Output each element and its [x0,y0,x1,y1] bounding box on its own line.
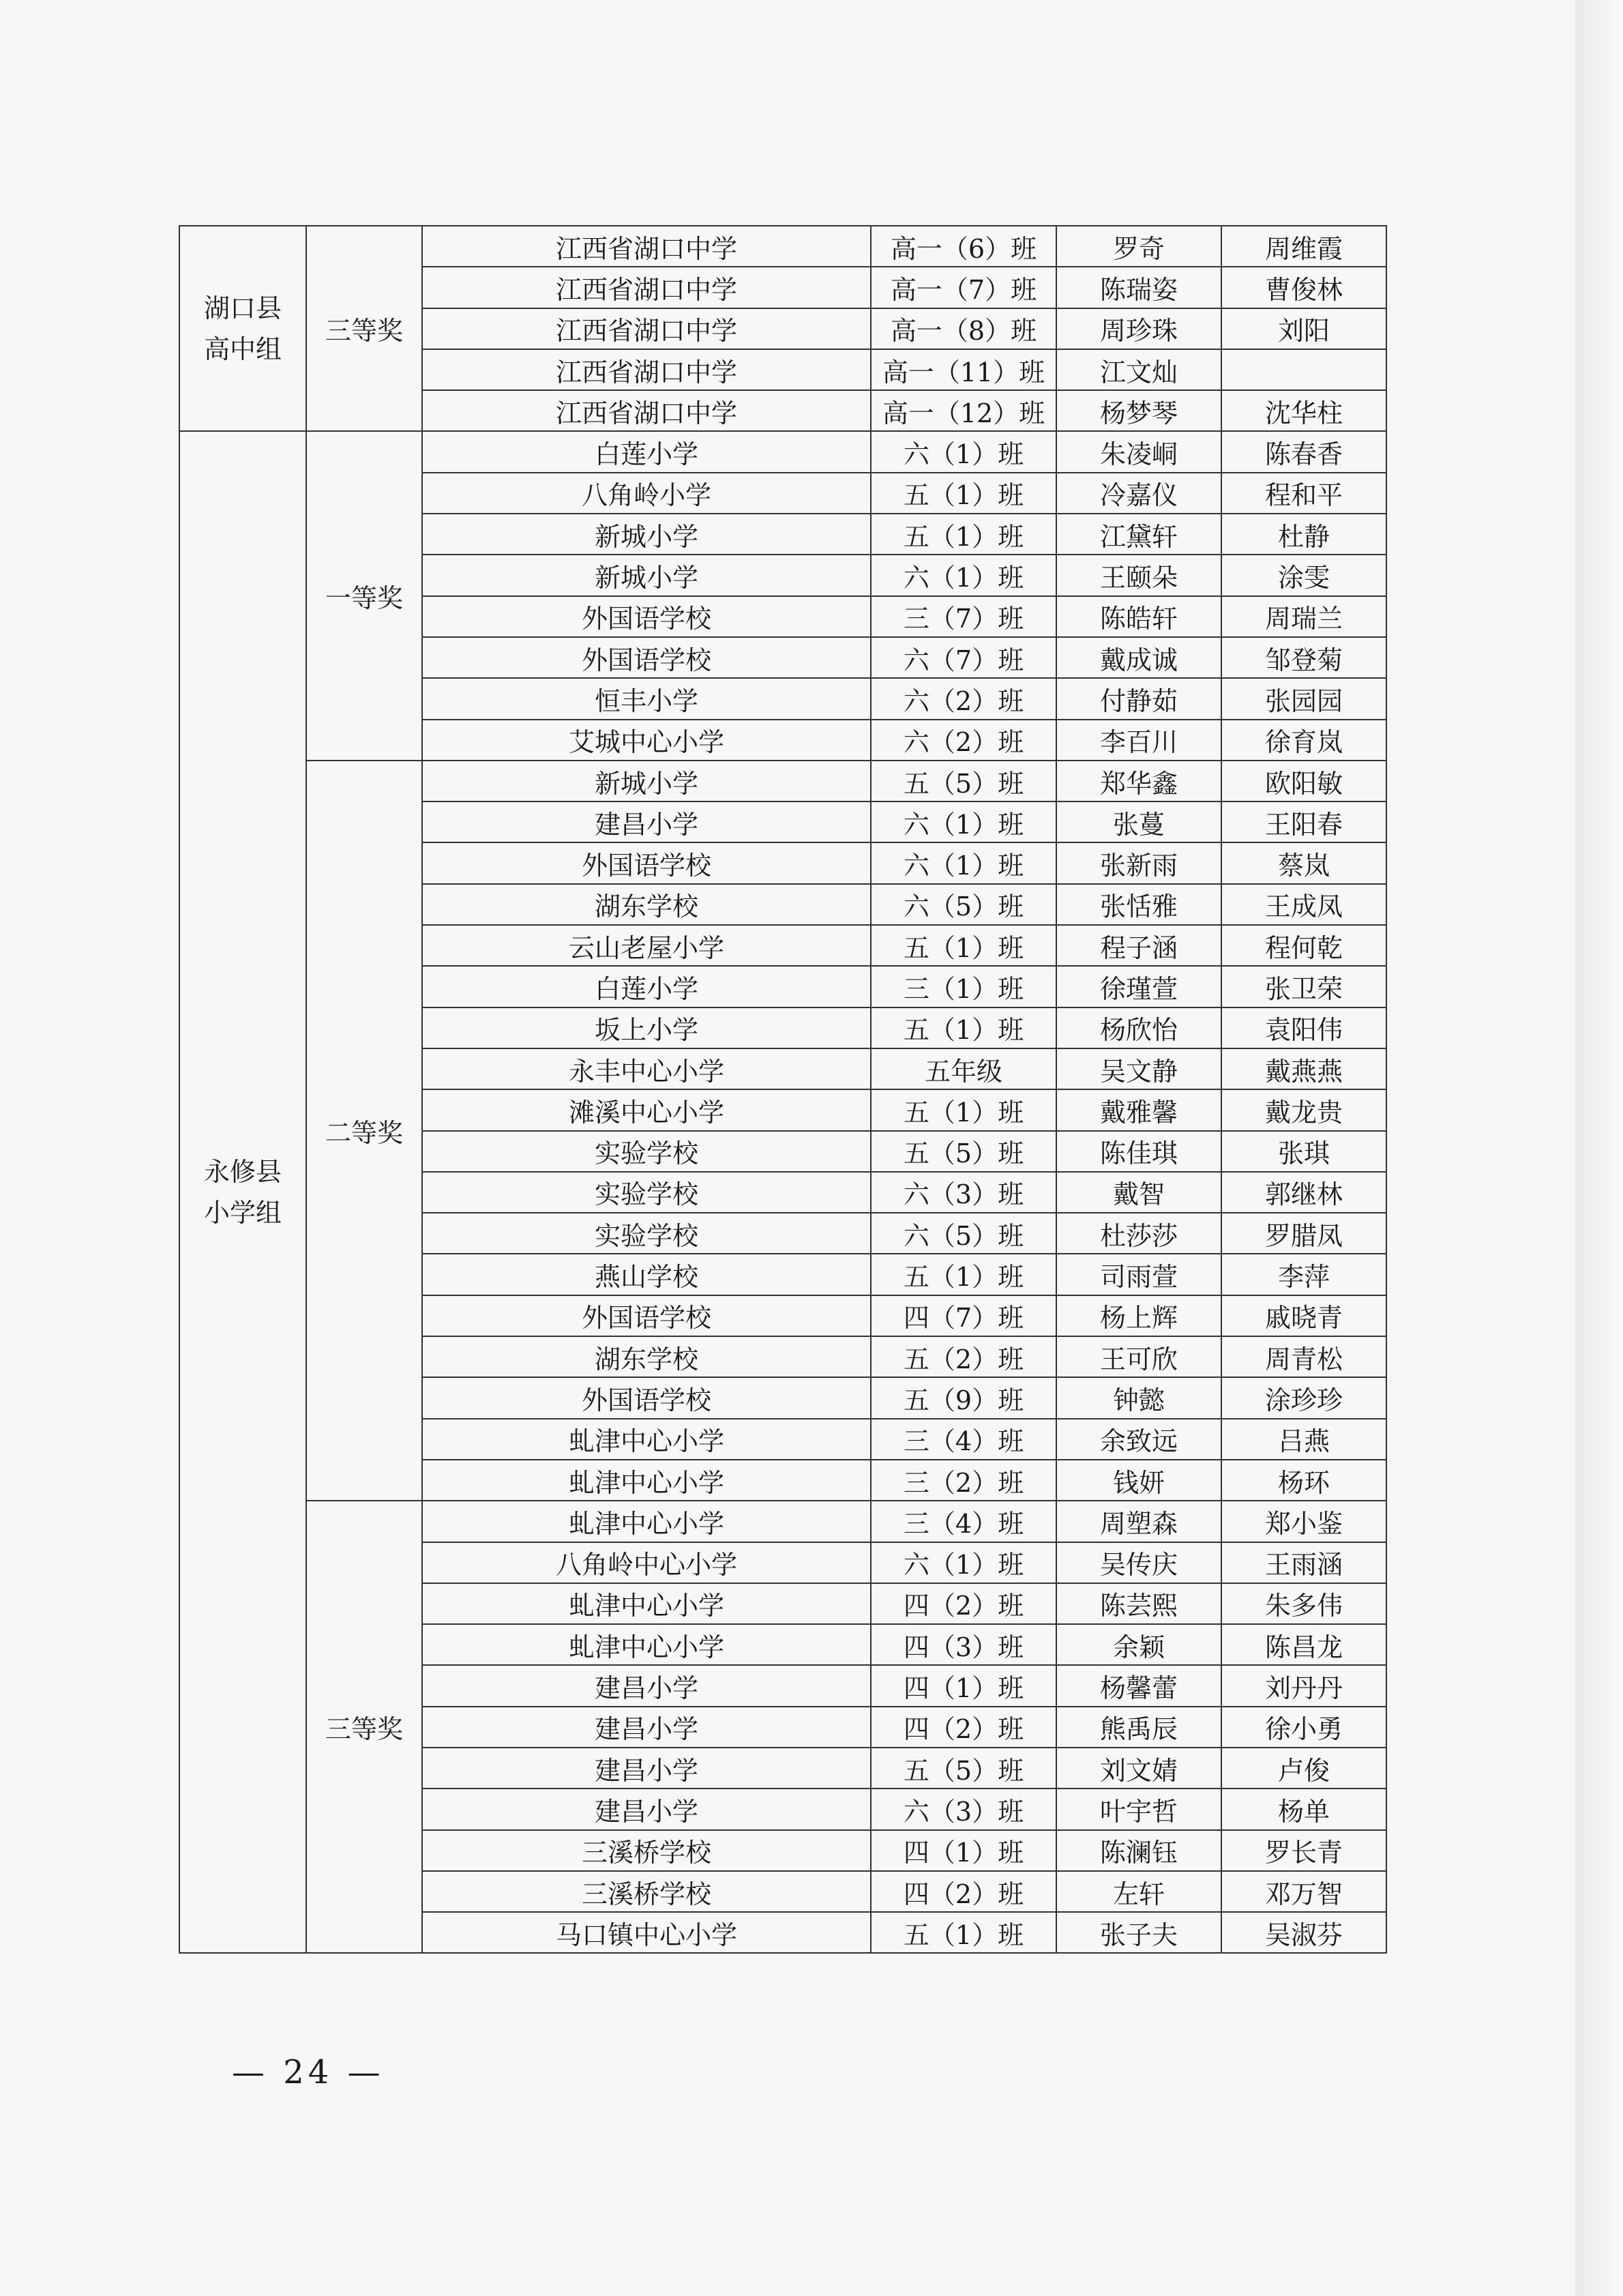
class-cell: 五年级 [871,1048,1056,1089]
student-cell: 杨上辉 [1056,1295,1221,1336]
school-cell: 云山老屋小学 [422,925,871,966]
group-label: 湖口县 [203,293,282,323]
teacher-cell: 郭继林 [1221,1172,1386,1213]
class-cell: 四（7）班 [871,1295,1056,1336]
student-cell: 杨梦琴 [1056,390,1221,431]
class-cell: 六（3）班 [871,1789,1056,1829]
class-cell: 四（1）班 [871,1665,1056,1706]
class-cell: 六（1）班 [871,431,1056,472]
teacher-cell: 王阳春 [1221,801,1386,842]
school-cell: 永丰中心小学 [422,1048,871,1089]
teacher-cell: 涂珍珍 [1221,1377,1386,1418]
class-cell: 五（1）班 [871,1912,1056,1953]
school-cell: 三溪桥学校 [422,1871,871,1912]
school-cell: 外国语学校 [422,596,871,637]
teacher-cell: 沈华柱 [1221,390,1386,431]
table-row [179,226,1386,267]
school-cell: 建昌小学 [422,1789,871,1829]
school-cell: 三溪桥学校 [422,1830,871,1871]
class-cell: 三（1）班 [871,966,1056,1007]
class-cell: 高一（8）班 [871,308,1056,349]
teacher-cell: 张园园 [1221,678,1386,719]
teacher-cell: 陈昌龙 [1221,1624,1386,1665]
group-cell [179,226,306,431]
class-cell: 六（5）班 [871,1213,1056,1254]
teacher-cell: 吕燕 [1221,1419,1386,1460]
school-cell: 虬津中心小学 [422,1419,871,1460]
student-cell: 戴智 [1056,1172,1221,1213]
teacher-cell: 涂雯 [1221,555,1386,595]
school-cell: 实验学校 [422,1172,871,1213]
teacher-cell: 程和平 [1221,473,1386,514]
student-cell: 左轩 [1056,1871,1221,1912]
school-cell: 建昌小学 [422,1665,871,1706]
student-cell: 朱凌峒 [1056,431,1221,472]
teacher-cell: 罗长青 [1221,1830,1386,1871]
teacher-cell: 徐小勇 [1221,1707,1386,1748]
teacher-cell: 张卫荣 [1221,966,1386,1007]
teacher-cell: 程何乾 [1221,925,1386,966]
school-cell: 燕山学校 [422,1254,871,1295]
group-label: 高中组 [203,334,282,364]
teacher-cell: 杨单 [1221,1789,1386,1829]
group-cell [179,431,306,1953]
class-cell: 五（5）班 [871,761,1056,801]
class-cell: 六（1）班 [871,555,1056,595]
student-cell: 戴成诚 [1056,637,1221,678]
school-cell: 坂上小学 [422,1007,871,1048]
student-cell: 杜莎莎 [1056,1213,1221,1254]
school-cell: 湖东学校 [422,1336,871,1377]
school-cell: 新城小学 [422,555,871,595]
teacher-cell: 曹俊林 [1221,267,1386,308]
teacher-cell: 吴淑芬 [1221,1912,1386,1953]
student-cell: 陈皓轩 [1056,596,1221,637]
school-cell: 外国语学校 [422,637,871,678]
school-cell: 虬津中心小学 [422,1583,871,1624]
class-cell: 五（1）班 [871,1007,1056,1048]
award-level-cell: 三等奖 [306,226,422,431]
teacher-cell: 徐育岚 [1221,720,1386,761]
teacher-cell: 戴龙贵 [1221,1089,1386,1130]
student-cell: 张蔓 [1056,801,1221,842]
class-cell: 六（1）班 [871,801,1056,842]
student-cell: 陈佳琪 [1056,1131,1221,1172]
school-cell: 马口镇中心小学 [422,1912,871,1953]
teacher-cell: 蔡岚 [1221,842,1386,883]
class-cell: 五（5）班 [871,1748,1056,1789]
class-cell: 四（2）班 [871,1707,1056,1748]
school-cell: 艾城中心小学 [422,720,871,761]
school-cell: 虬津中心小学 [422,1501,871,1542]
class-cell: 六（1）班 [871,1542,1056,1583]
student-cell: 陈瑞姿 [1056,267,1221,308]
award-level-cell: 二等奖 [306,761,422,1501]
student-cell: 罗奇 [1056,226,1221,267]
student-cell: 吴传庆 [1056,1542,1221,1583]
class-cell: 五（9）班 [871,1377,1056,1418]
teacher-cell: 朱多伟 [1221,1583,1386,1624]
class-cell: 五（1）班 [871,473,1056,514]
school-cell: 实验学校 [422,1213,871,1254]
student-cell: 钱妍 [1056,1460,1221,1501]
school-cell: 虬津中心小学 [422,1624,871,1665]
student-cell: 周塑森 [1056,1501,1221,1542]
school-cell: 建昌小学 [422,1707,871,1748]
school-cell: 外国语学校 [422,1377,871,1418]
student-cell: 吴文静 [1056,1048,1221,1089]
teacher-cell: 陈春香 [1221,431,1386,472]
school-cell: 虬津中心小学 [422,1460,871,1501]
table-row [179,1501,1386,1542]
class-cell: 三（4）班 [871,1501,1056,1542]
student-cell: 张恬雅 [1056,884,1221,925]
class-cell: 三（7）班 [871,596,1056,637]
school-cell: 八角岭中心小学 [422,1542,871,1583]
class-cell: 高一（6）班 [871,226,1056,267]
student-cell: 张子夫 [1056,1912,1221,1953]
student-cell: 刘文婧 [1056,1748,1221,1789]
table-row [179,431,1386,472]
class-cell: 六（2）班 [871,720,1056,761]
page-number: — 24 — [232,2053,385,2091]
student-cell: 郑华鑫 [1056,761,1221,801]
award-level-cell: 三等奖 [306,1501,422,1953]
award-table-body [179,226,1386,1953]
teacher-cell: 周瑞兰 [1221,596,1386,637]
school-cell: 实验学校 [422,1131,871,1172]
school-cell: 外国语学校 [422,842,871,883]
school-cell: 外国语学校 [422,1295,871,1336]
class-cell: 高一（7）班 [871,267,1056,308]
school-cell: 八角岭小学 [422,473,871,514]
student-cell: 杨欣怡 [1056,1007,1221,1048]
student-cell: 陈芸熙 [1056,1583,1221,1624]
student-cell: 余致远 [1056,1419,1221,1460]
student-cell: 徐瑾萱 [1056,966,1221,1007]
page-edge [1575,0,1623,2296]
class-cell: 六（2）班 [871,678,1056,719]
student-cell: 王可欣 [1056,1336,1221,1377]
class-cell: 高一（11）班 [871,349,1056,390]
award-table [179,225,1387,1954]
student-cell: 余颖 [1056,1624,1221,1665]
class-cell: 五（1）班 [871,925,1056,966]
student-cell: 陈澜钰 [1056,1830,1221,1871]
teacher-cell: 杜静 [1221,514,1386,555]
school-cell: 建昌小学 [422,1748,871,1789]
school-cell: 江西省湖口中学 [422,267,871,308]
student-cell: 杨馨蕾 [1056,1665,1221,1706]
student-cell: 叶宇哲 [1056,1789,1221,1829]
teacher-cell: 王雨涵 [1221,1542,1386,1583]
student-cell: 李百川 [1056,720,1221,761]
teacher-cell: 邓万智 [1221,1871,1386,1912]
student-cell: 周珍珠 [1056,308,1221,349]
teacher-cell [1221,349,1386,390]
student-cell: 江文灿 [1056,349,1221,390]
school-cell: 江西省湖口中学 [422,390,871,431]
teacher-cell: 邹登菊 [1221,637,1386,678]
class-cell: 四（2）班 [871,1583,1056,1624]
class-cell: 六（1）班 [871,842,1056,883]
school-cell: 江西省湖口中学 [422,308,871,349]
class-cell: 五（2）班 [871,1336,1056,1377]
student-cell: 钟懿 [1056,1377,1221,1418]
school-cell: 新城小学 [422,514,871,555]
teacher-cell: 戴燕燕 [1221,1048,1386,1089]
teacher-cell: 张琪 [1221,1131,1386,1172]
school-cell: 建昌小学 [422,801,871,842]
teacher-cell: 刘阳 [1221,308,1386,349]
teacher-cell: 周维霞 [1221,226,1386,267]
teacher-cell: 杨环 [1221,1460,1386,1501]
class-cell: 四（2）班 [871,1871,1056,1912]
student-cell: 司雨萱 [1056,1254,1221,1295]
school-cell: 江西省湖口中学 [422,349,871,390]
group-label: 永修县 [203,1156,282,1187]
class-cell: 六（7）班 [871,637,1056,678]
student-cell: 张新雨 [1056,842,1221,883]
teacher-cell: 戚晓青 [1221,1295,1386,1336]
class-cell: 四（3）班 [871,1624,1056,1665]
teacher-cell: 欧阳敏 [1221,761,1386,801]
student-cell: 熊禹辰 [1056,1707,1221,1748]
school-cell: 新城小学 [422,761,871,801]
student-cell: 王颐朵 [1056,555,1221,595]
class-cell: 三（2）班 [871,1460,1056,1501]
teacher-cell: 王成凤 [1221,884,1386,925]
school-cell: 白莲小学 [422,431,871,472]
class-cell: 五（1）班 [871,1089,1056,1130]
school-cell: 江西省湖口中学 [422,226,871,267]
class-cell: 五（5）班 [871,1131,1056,1172]
class-cell: 五（1）班 [871,514,1056,555]
student-cell: 程子涵 [1056,925,1221,966]
student-cell: 冷嘉仪 [1056,473,1221,514]
school-cell: 恒丰小学 [422,678,871,719]
class-cell: 六（3）班 [871,1172,1056,1213]
group-label: 小学组 [203,1197,282,1228]
teacher-cell: 周青松 [1221,1336,1386,1377]
class-cell: 四（1）班 [871,1830,1056,1871]
class-cell: 六（5）班 [871,884,1056,925]
teacher-cell: 李萍 [1221,1254,1386,1295]
teacher-cell: 刘丹丹 [1221,1665,1386,1706]
teacher-cell: 郑小鉴 [1221,1501,1386,1542]
teacher-cell: 罗腊凤 [1221,1213,1386,1254]
student-cell: 戴雅馨 [1056,1089,1221,1130]
class-cell: 五（1）班 [871,1254,1056,1295]
student-cell: 付静茹 [1056,678,1221,719]
class-cell: 高一（12）班 [871,390,1056,431]
school-cell: 滩溪中心小学 [422,1089,871,1130]
teacher-cell: 卢俊 [1221,1748,1386,1789]
student-cell: 江黛轩 [1056,514,1221,555]
table-row [179,761,1386,801]
school-cell: 湖东学校 [422,884,871,925]
class-cell: 三（4）班 [871,1419,1056,1460]
school-cell: 白莲小学 [422,966,871,1007]
award-level-cell: 一等奖 [306,431,422,760]
teacher-cell: 袁阳伟 [1221,1007,1386,1048]
